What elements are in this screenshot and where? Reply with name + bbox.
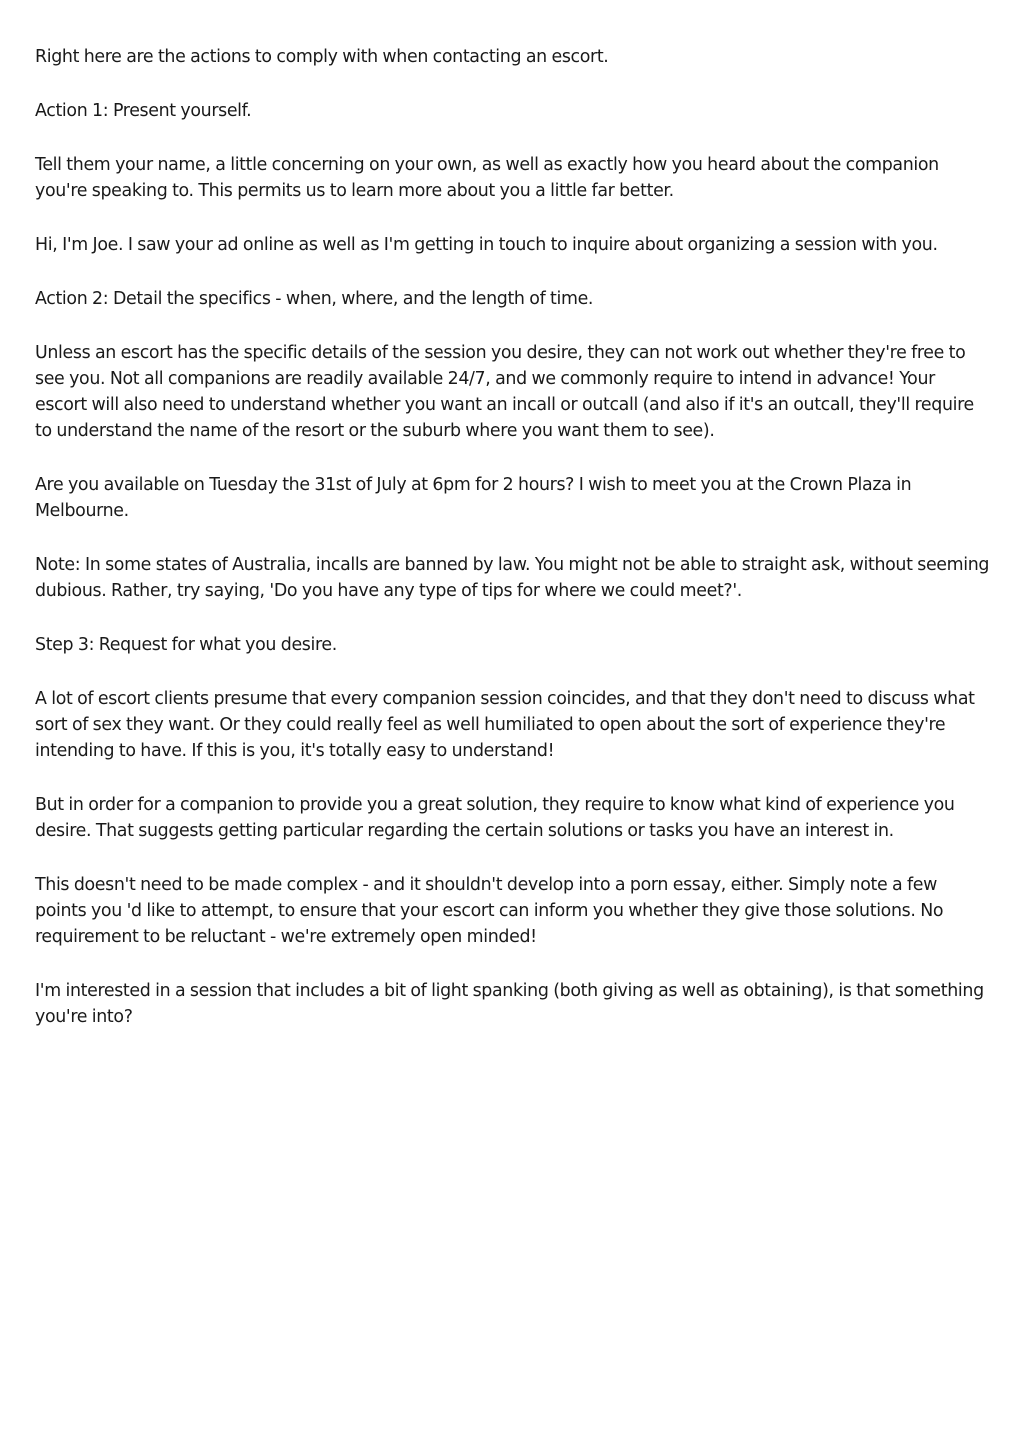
step-3-paragraph-3: This doesn't need to be made complex - and it shouldn't develop into a porn essay, either. Simply note a few points you 'd like to attempt, to ensure that your escort can inform you whether they give those solutions. No requirement to be reluctant - we're extremely open minded!	[35, 875, 944, 947]
step-1-paragraph: Tell them your name, a little concerning on your own, as well as exactly how you heard about the companion you're speaking to. This permits us to learn more about you a little far better.	[35, 155, 939, 201]
step-1-heading: Action 1: Present yourself.	[35, 101, 252, 121]
intro-paragraph: Right here are the actions to comply with when contacting an escort.	[35, 47, 609, 67]
step-2-example: Are you available on Tuesday the 31st of July at 6pm for 2 hours? I wish to meet you at the Crown Plaza in Melbourne.	[35, 475, 912, 521]
step-2-paragraph: Unless an escort has the specific details of the session you desire, they can not work out whether they're free to see you. Not all companions are readily available 24/7, and we commonly require to intend in advance! Your escort will also need to understand whether you want an incall or outcall (and also if it's an outcall, they'll require to understand the name of the resort or the suburb where you want them to see).	[35, 343, 974, 441]
step-3-example: I'm interested in a session that includes a bit of light spanking (both giving as well as obtaining), is that something you're into?	[35, 981, 984, 1027]
step-2-note: Note: In some states of Australia, incalls are banned by law. You might not be able to straight ask, without seeming dubious. Rather, try saying, 'Do you have any type of tips for where we could meet?'.	[35, 555, 990, 601]
step-3-heading: Step 3: Request for what you desire.	[35, 635, 337, 655]
step-2-heading: Action 2: Detail the specifics - when, where, and the length of time.	[35, 289, 594, 309]
step-1-example: Hi, I'm Joe. I saw your ad online as well as I'm getting in touch to inquire about organizing a session with you.	[35, 235, 938, 255]
step-3-paragraph-2: But in order for a companion to provide you a great solution, they require to know what kind of experience you desire. That suggests getting particular regarding the certain solutions or tasks you have an interest in.	[35, 795, 955, 841]
step-3-paragraph-1: A lot of escort clients presume that every companion session coincides, and that they don't need to discuss what sort of sex they want. Or they could really feel as well humiliated to open about the sort of experience they're intending to have. If this is you, it's totally easy to understand!	[35, 689, 975, 761]
